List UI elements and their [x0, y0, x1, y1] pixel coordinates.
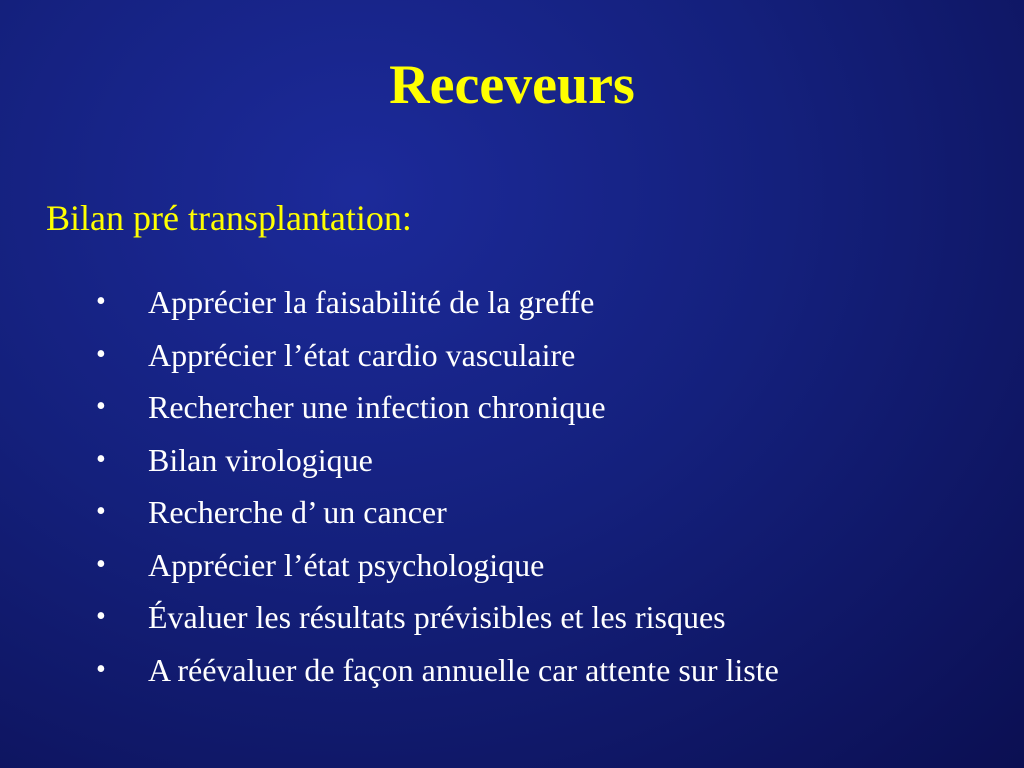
list-item-text: Recherche d’ un cancer [148, 494, 447, 530]
list-item [96, 591, 996, 644]
bullet-icon: • [96, 443, 106, 475]
bullet-icon: • [96, 496, 106, 527]
slide-title: Receveurs [389, 54, 635, 116]
list-item-text: Apprécier la faisabilité de la greffe [148, 284, 595, 320]
list-item [96, 329, 996, 382]
list-item [96, 644, 996, 697]
bullet-list [96, 276, 996, 696]
list-item [96, 434, 996, 487]
bullet-icon: • [96, 653, 106, 685]
list-item [96, 486, 996, 539]
list-item-text: Rechercher une infection chronique [148, 389, 606, 425]
list-item-text: Évaluer les résultats prévisibles et les risques [148, 599, 726, 635]
list-item [96, 381, 996, 434]
list-item-text: A réévaluer de façon annuelle car attente sur liste [148, 651, 779, 688]
bullet-icon: • [96, 601, 106, 632]
list-item-text: Bilan virologique [148, 441, 373, 478]
list-item [96, 276, 996, 329]
bullet-icon: • [96, 338, 106, 370]
bullet-icon: • [96, 286, 106, 317]
bullet-icon: • [96, 391, 106, 422]
list-item [96, 539, 996, 592]
list-item-text: Apprécier l’état psychologique [148, 546, 545, 583]
slide-subtitle: Bilan pré transplantation: [46, 198, 412, 238]
list-item-text: Apprécier l’état cardio vasculaire [148, 336, 576, 373]
bullet-icon: • [96, 548, 106, 580]
